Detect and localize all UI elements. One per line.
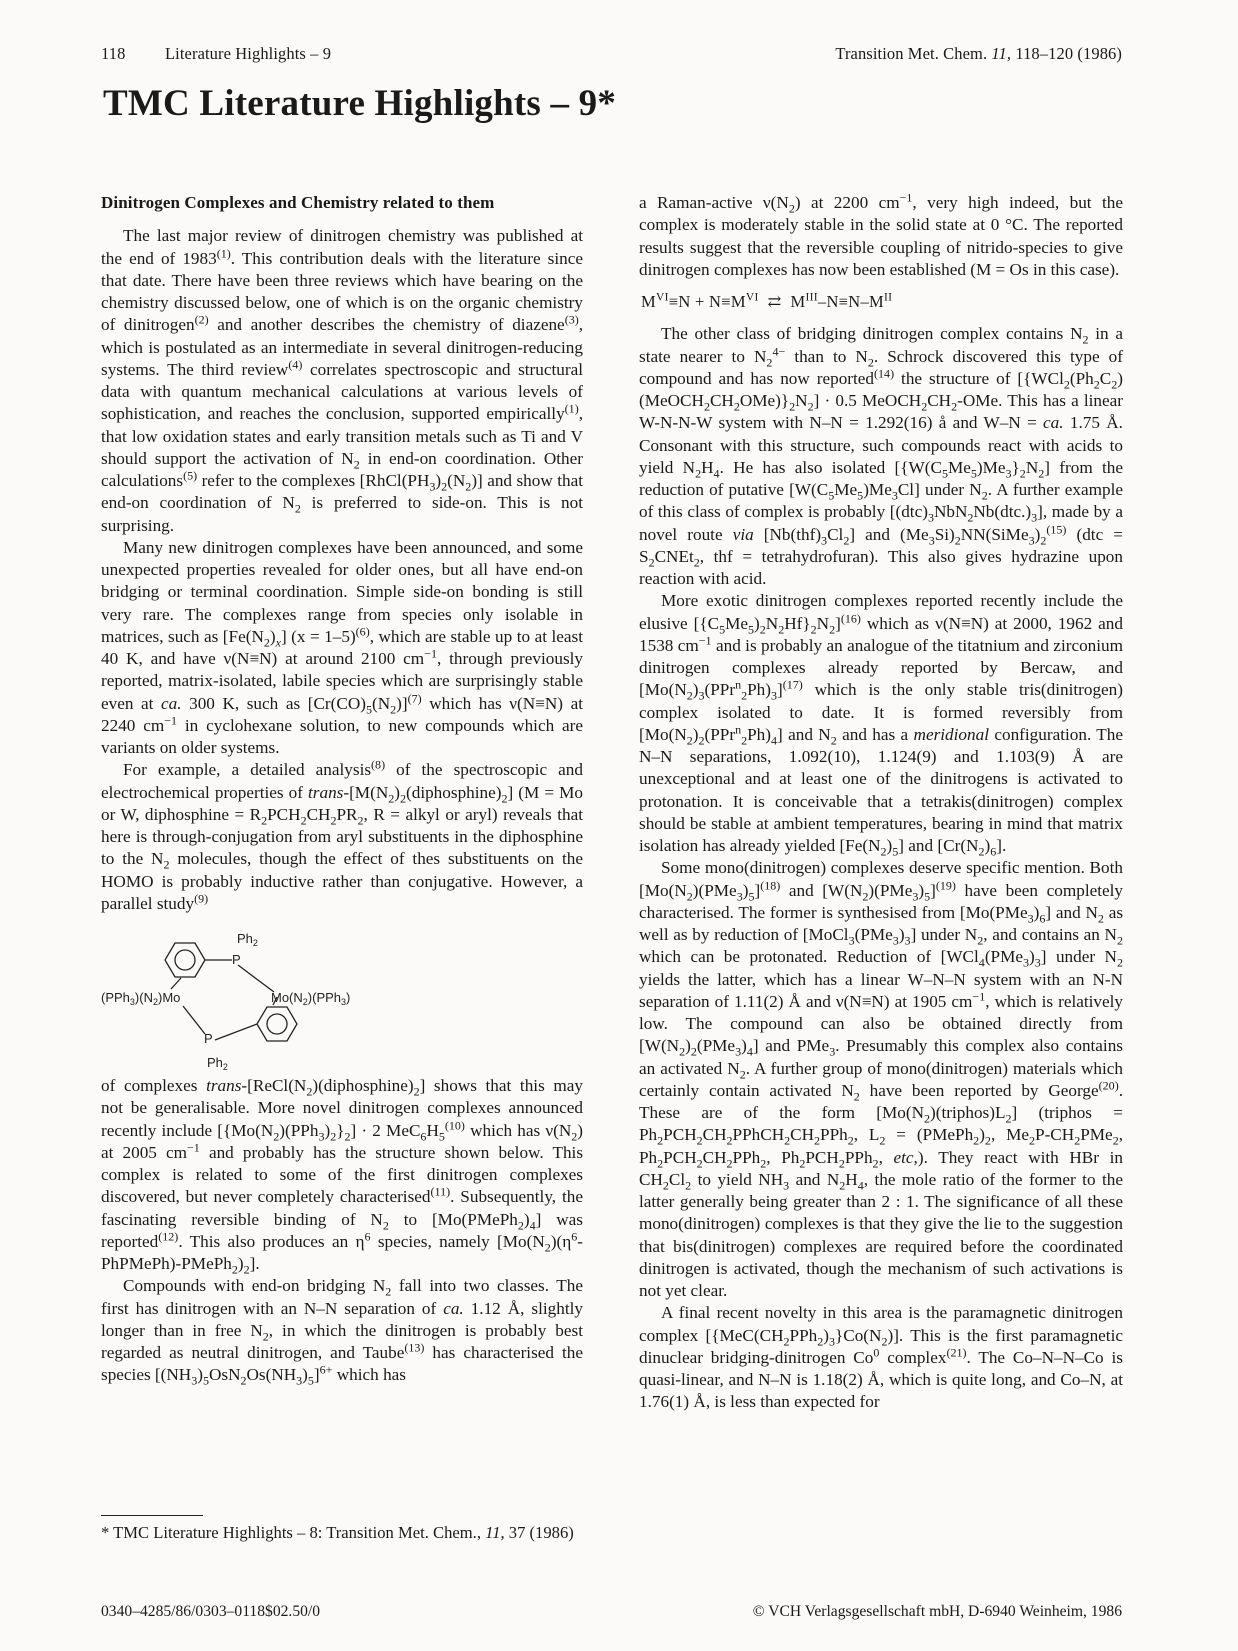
bond-ring-mo-left xyxy=(171,978,181,989)
right-mo-label: $Mo(N_2)(PPh_3)$ xyxy=(271,990,351,1007)
footnote-rule xyxy=(101,1515,203,1516)
left-column xyxy=(101,192,583,1387)
left-mo-label: $(PPh_3)(N_2)Mo$ xyxy=(101,990,181,1007)
aromatic-circle-top xyxy=(175,950,195,970)
journal-citation: Transition Met. Chem. 11, 118–120 (1986) xyxy=(835,44,1122,63)
paragraph: a Raman-active $\nu(N_2)$ at 2200 $cm^{-1}$, very high indeed, but the complex is moderately stable in the solid state at 0 °C. The reported results suggest that the reversible coupling of nitrido-species to give dinitrogen complexes has now been established (M = Os in this case). xyxy=(639,190,1123,279)
aromatic-circle-bottom xyxy=(267,1014,287,1034)
bond-p-mo-right xyxy=(238,965,274,992)
p-bottom-label: P xyxy=(204,1031,213,1046)
paragraph: More exotic dinitrogen complexes reported recently include the elusive $[\{C_5Me_5)_2N_2Hf\}_2N_2]^{(16)}$ which as ν(N≡N) at 2000, 1962 and 1538 $cm^{-1}$ and is probably an analogue of the titatnium and zirconium dinitrogen complexes already reported by Bercaw, and $[Mo(N_2)_3(PPr^n_2Ph)_3]^{(17)}$ which is the only stable tris(dinitrogen) complex isolated to date. It is formed reversibly from $[Mo(N_2)_2(PPr^n_2Ph)_4]$ and $N_2$ and has a meridional configuration. The N–N separations, 1.092(10), 1.124(9) and 1.103(9) Å are unexceptional and at least one of the dinitrogens is activated to protonation. It is conceivable that a tetrakis(dinitrogen) complex should be stable at ambient temperatures, bearing in mind that matrix isolation has already yielded $[Fe(N_2)_5]$ and $[Cr(N_2)_6]$. xyxy=(639,591,1124,859)
bond-p-ring xyxy=(215,1024,257,1040)
benzene-ring-bottom xyxy=(257,1007,297,1041)
bond-mo-left-p xyxy=(183,1006,205,1034)
equation: $M^{VI}\equiv N + N\equiv M^{VI}$ ⇄ $M^{III}-N\equiv N-M^{II}$ xyxy=(641,291,893,311)
footer-code: 0340–4285/86/0303–0118$02.50/0 xyxy=(101,1603,321,1620)
section-heading: Dinitrogen Complexes and Chemistry related to them xyxy=(101,193,495,212)
running-title: Literature Highlights – 9 xyxy=(165,44,332,63)
paragraph: Compounds with end-on bridging $N_2$ fall into two classes. The first has dinitrogen with an N–N separation of ca. 1.12 Å, slightly longer than in free $N_2$, in which the dinitrogen is probably best regarded as neutral dinitrogen, and Taube$^{(13)}$ has characterised the species $[(NH_3)_5OsN_2Os(NH_3)_5]^{6+}$ which has xyxy=(101,1276,584,1388)
paragraph: The other class of bridging dinitrogen complex contains $N_2$ in a state nearer to $N_2^{4-}$ than to $N_2$. Schrock discovered this type of compound and has now reported$^{(14)}$ the structure of $[\{WCl_2(Ph_2C_2)(MeOCH_2CH_2OMe)\}_2N_2] \cdot 0.5$ $MeOCH_2CH_2$-OMe. This has a linear W-N-N-W system with N–N = 1.292(16) å and W–N = ca. 1.75 Å. Consonant with this structure, such compounds react with acids to yield $N_2H_4$. He has also isolated $[\{W(C_5Me_5)Me_3\}_2N_2]$ from the reduction of putative $[W(C_5Me_5)Me_3Cl]$ under $N_2$. A further example of this class of complex is probably $[(dtc)_3NbN_2Nb(dtc.)_3]$, made by a novel route via $[Nb(thf)_3Cl_2]$ and $(Me_3Si)_2NN(SiMe_3)_2^{(15)}$ ($dtc = S_2CNEt_2$, thf = tetrahydrofuran). This also gives hydrazine upon reaction with acid. xyxy=(639,324,1124,588)
benzene-ring-top xyxy=(165,943,205,977)
structure-diagram xyxy=(101,927,583,1075)
paragraph: The last major review of dinitrogen chemistry was published at the end of 1983$^{(1)}$. This contribution deals with the literature since that date. There have been three reviews which have bearing on the chemistry discussed below, one of which is on the organic chemistry of dinitrogen$^{(2)}$ and another describes the chemistry of diazene$^{(3)}$, which is postulated as an intermediate in several dinitrogen-reducing systems. The third review$^{(4)}$ correlates spectroscopic and structural data with quantum mechanical calculations at various levels of sophistication, and reaches the conclusion, supported empirically$^{(1)}$, that low oxidation states and early transition metals such as Ti and V should support the activation of $N_2$ in end-on coordination. Other calculations$^{(5)}$ refer to the complexes $[RhCl(PH_3)_2(N_2)]$ and show that end-on coordination of $N_2$ is preferred to side-on. This is not surprising. xyxy=(101,226,584,535)
right-column xyxy=(639,192,1123,1414)
paragraph: Some mono(dinitrogen) complexes deserve specific mention. Both $[Mo(N_2)(PMe_3)_5]^{(18)}$ and $[W(N_2)(PMe_3)_5]^{(19)}$ have been completely characterised. The former is synthesised from $[Mo(PMe_3)_6]$ and $N_2$ as well as by reduction of $[MoCl_3(PMe_3)_3]$ under $N_2$, and contains an $N_2$ which can be protonated. Reduction of $[WCl_4(PMe_3)_3]$ under $N_2$ yields the latter, which has a linear W–N–N system with an N-N separation of 1.11(2) Å and ν(N≡N) at 1905 $cm^{-1}$, which is relatively low. The compound can also be obtained directly from $[W(N_2)_2(PMe_3)_4]$ and PMe$_3$. Presumably this complex also contains an activated $N_2$. A further group of mono(dinitrogen) materials which certainly contain activated $N_2$ have been reported by George$^{(20)}$. These are of the form $[Mo(N_2)(triphos)L_2]$ (triphos = $Ph_2PCH_2CH_2PPhCH_2CH_2PPh_2$, $L_2$ = $(PMePh_2)_2$, $Me_2P-CH_2PMe_2$, $Ph_2PCH_2CH_2PPh_2$, $Ph_2PCH_2PPh_2$, etc,). They react with HBr in $CH_2Cl_2$ to yield $NH_3$ and $N_2H_4$, the mole ratio of the former to the latter generally being greater than 2 : 1. The significance of all these mono(dinitrogen) complexes is that they give the lie to the suggestion that bis(dinitrogen) complexes are required before the coordinated dinitrogen is activated, though the mechanism of such activations is not yet clear. xyxy=(639,858,1124,1300)
footnote: * TMC Literature Highlights – 8: Transition Met. Chem., 11, 37 (1986) xyxy=(101,1523,574,1542)
paragraph: A final recent novelty in this area is the paramagnetic dinitrogen complex $[\{MeC(CH_2PPh_2)_3\}Co(N_2)]$. This is the first paramagnetic dinuclear bridging-dinitrogen Co$^0$ complex$^{(21)}$. The Co–N–N–Co is quasi-linear, and N–N is 1.18(2) Å, which is quite long, and Co–N, at 1.76(1) Å, is less than expected for xyxy=(639,1303,1123,1412)
paragraph: For example, a detailed analysis$^{(8)}$ of the spectroscopic and electrochemical properties of trans-$[M(N_2)_2(diphosphine)_2] (M = Mo$ or W, diphosphine = $R_2PCH_2CH_2PR_2$, R = alkyl or aryl) reveals that here is through-conjugation from aryl substituents in the diphosphine to the $N_2$ molecules, though the effect of thes substituents on the HOMO is probably inductive rather than conjugative. However, a parallel study$^{(9)}$ xyxy=(101,757,583,913)
p-top-label: P xyxy=(232,952,241,967)
paragraph: of complexes trans-$[ReCl(N_2)(diphosphine)_2]$ shows that this may not be generalisable. More novel dinitrogen complexes announced recently include $[\{Mo(N_2)(PPh_3)_2\}_2] \cdot 2$ $MeC_6H_5^{(10)}$ which has $\nu(N_2)$ at 2005 $cm^{-1}$ and probably has the structure shown below. This complex is related to some of the first dinitrogen complexes discovered, but never completely characterised$^{(11)}$. Subsequently, the fascinating reversible binding of $N_2$ to $[Mo(PMePh_2)_4]$ was reported$^{(12)}$. This also produces an $\eta^6$ species, namely $[Mo(N_2)(\eta^6-PhPMePh)-PMePh_2)_2$]. xyxy=(101,1076,584,1277)
ph2-top-label: $Ph_2$ xyxy=(237,931,258,948)
paragraph: Many new dinitrogen complexes have been announced, and some unexpected properties revealed for older ones, but all have end-on bridging or terminal coordination. Simple side-on bonding is still very rare. The complexes range from species only isolable in matrices, such as $[Fe(N_2)_x] (x = 1-5)^{(6)}$, which are stable up to at least 40 K, and have ν(N≡N) at around 2100 $cm^{-1}$, through previously reported, matrix-isolated, labile species which are surprisingly stable even at ca. 300 K, such as $[Cr(CO)_5(N_2)]^{(7)}$ which has ν(N≡N) at 2240 $cm^{-1}$ in cyclohexane solution, to new compounds which are variants on older systems. xyxy=(101,537,584,757)
footer-copyright: © VCH Verlagsgesellschaft mbH, D-6940 Weinheim, 1986 xyxy=(752,1603,1122,1620)
ph2-bottom-label: $Ph_2$ xyxy=(207,1055,228,1072)
page-number: 118 xyxy=(101,44,126,63)
page-title: TMC Literature Highlights – 9* xyxy=(103,83,617,124)
structure-figure xyxy=(101,927,583,1075)
